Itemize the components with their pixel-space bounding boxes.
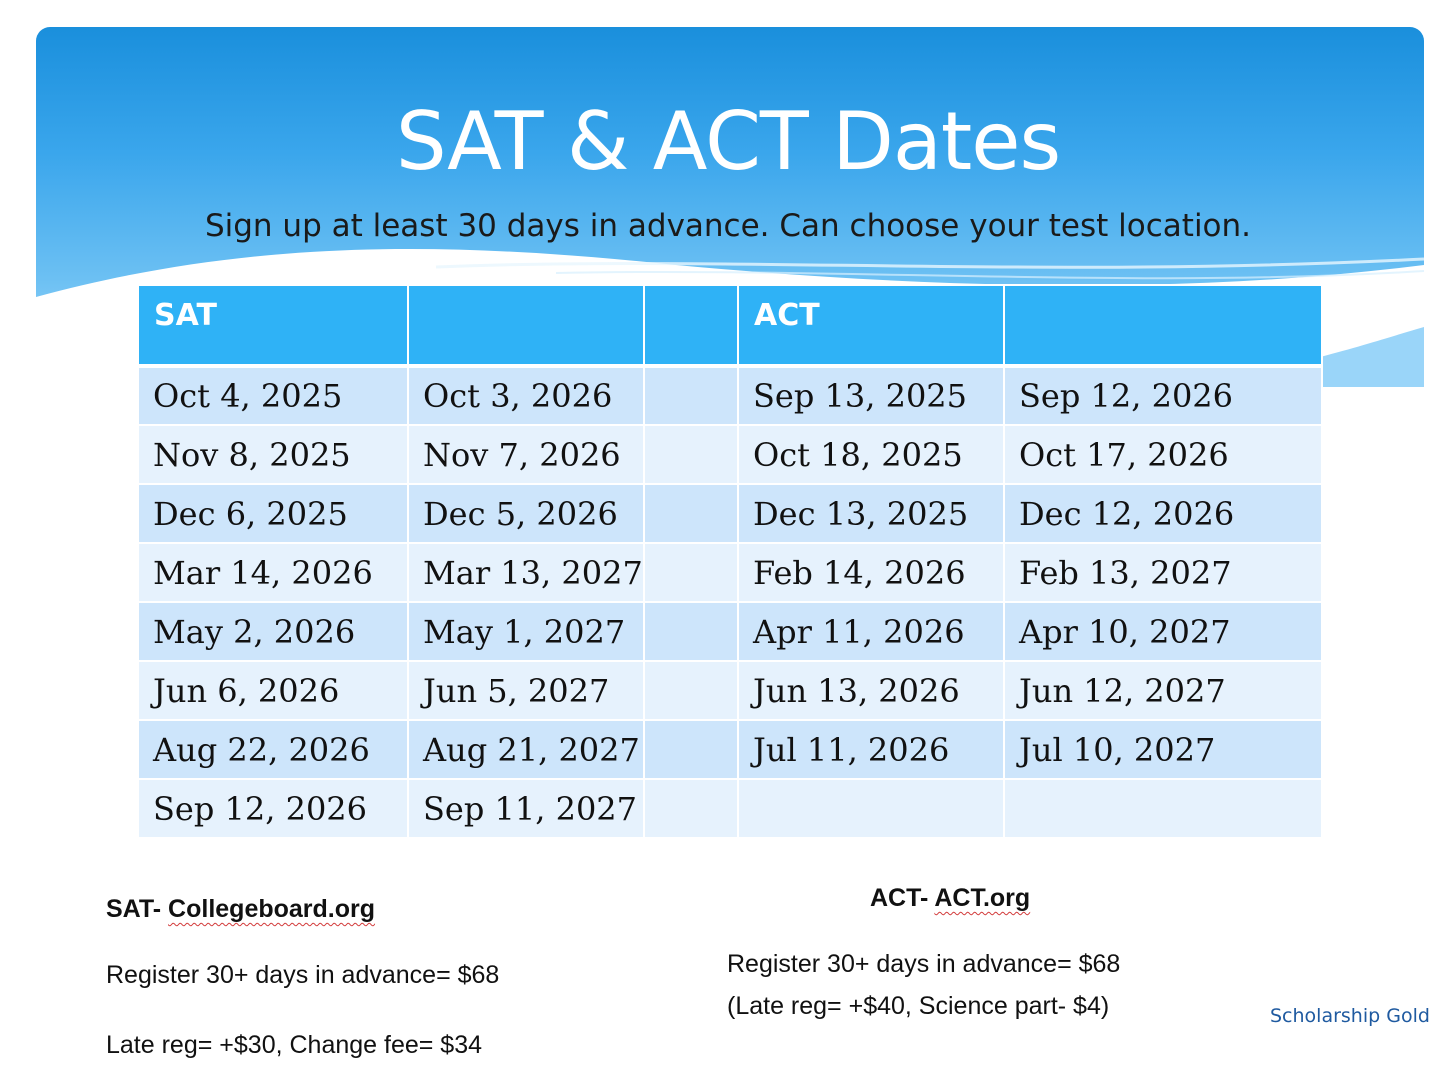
- table-cell: Sep 12, 2026: [1004, 366, 1322, 425]
- table-row: [138, 661, 1322, 720]
- table-cell: Dec 12, 2026: [1004, 484, 1322, 543]
- table-cell: Mar 14, 2026: [138, 543, 408, 602]
- table-cell: Sep 12, 2026: [138, 779, 408, 838]
- table-body: [138, 366, 1322, 838]
- table-row: [138, 484, 1322, 543]
- table-header-row: [138, 285, 1322, 366]
- table-cell: Apr 11, 2026: [738, 602, 1004, 661]
- table-cell: Aug 22, 2026: [138, 720, 408, 779]
- table-cell: Jul 10, 2027: [1004, 720, 1322, 779]
- table-cell: Jun 12, 2027: [1004, 661, 1322, 720]
- table-row: [138, 720, 1322, 779]
- header-cell: [1004, 285, 1322, 366]
- table-cell: Dec 6, 2025: [138, 484, 408, 543]
- table-cell: Feb 13, 2027: [1004, 543, 1322, 602]
- sat-register-fee: Register 30+ days in advance= $68: [106, 961, 500, 989]
- table-row: [138, 366, 1322, 425]
- table-cell: [644, 661, 738, 720]
- header-cell: [408, 285, 644, 366]
- table-row: [138, 779, 1322, 838]
- table-cell: [738, 779, 1004, 838]
- sat-site-line: [106, 894, 375, 924]
- act-site-link[interactable]: ACT.org: [934, 884, 1031, 912]
- table-row: [138, 543, 1322, 602]
- table-row: [138, 602, 1322, 661]
- header-act: ACT: [738, 285, 1004, 366]
- test-dates-table: [137, 284, 1323, 839]
- page-title: SAT & ACT Dates: [395, 95, 1061, 188]
- table-cell: May 2, 2026: [138, 602, 408, 661]
- table-cell: Apr 10, 2027: [1004, 602, 1322, 661]
- table-cell: Dec 5, 2026: [408, 484, 644, 543]
- table-cell: Jun 6, 2026: [138, 661, 408, 720]
- brand-logo-text: Scholarship Gold: [1270, 1005, 1430, 1027]
- table-cell: [644, 425, 738, 484]
- table-cell: [644, 602, 738, 661]
- header-cell: [644, 285, 738, 366]
- table-cell: Aug 21, 2027: [408, 720, 644, 779]
- table-cell: Jun 13, 2026: [738, 661, 1004, 720]
- sat-site-link[interactable]: Collegeboard.org: [168, 895, 376, 923]
- sat-late-fee: Late reg= +$30, Change fee= $34: [106, 1031, 483, 1059]
- table-cell: Nov 7, 2026: [408, 425, 644, 484]
- table-cell: Oct 4, 2025: [138, 366, 408, 425]
- table-cell: Dec 13, 2025: [738, 484, 1004, 543]
- table-cell: [644, 720, 738, 779]
- table-cell: Feb 14, 2026: [738, 543, 1004, 602]
- table-cell: Oct 3, 2026: [408, 366, 644, 425]
- table-cell: May 1, 2027: [408, 602, 644, 661]
- act-register-fee: Register 30+ days in advance= $68: [727, 950, 1121, 978]
- table-cell: [644, 484, 738, 543]
- table-cell: Jul 11, 2026: [738, 720, 1004, 779]
- table-cell: [644, 366, 738, 425]
- act-site-line: [870, 883, 1030, 913]
- table-cell: Mar 13, 2027: [408, 543, 644, 602]
- table-cell: Oct 18, 2025: [738, 425, 1004, 484]
- table-cell: [644, 779, 738, 838]
- table-cell: Sep 11, 2027: [408, 779, 644, 838]
- act-label: ACT-: [870, 884, 935, 912]
- sat-label: SAT-: [106, 895, 169, 923]
- table-cell: [644, 543, 738, 602]
- table-cell: Sep 13, 2025: [738, 366, 1004, 425]
- table-cell: Nov 8, 2025: [138, 425, 408, 484]
- table-row: [138, 425, 1322, 484]
- act-late-fee: (Late reg= +$40, Science part- $4): [727, 992, 1110, 1020]
- table-cell: [1004, 779, 1322, 838]
- table-cell: Jun 5, 2027: [408, 661, 644, 720]
- header-sat: SAT: [138, 285, 408, 366]
- page-subtitle: Sign up at least 30 days in advance. Can choose your test location.: [204, 208, 1252, 244]
- table-cell: Oct 17, 2026: [1004, 425, 1322, 484]
